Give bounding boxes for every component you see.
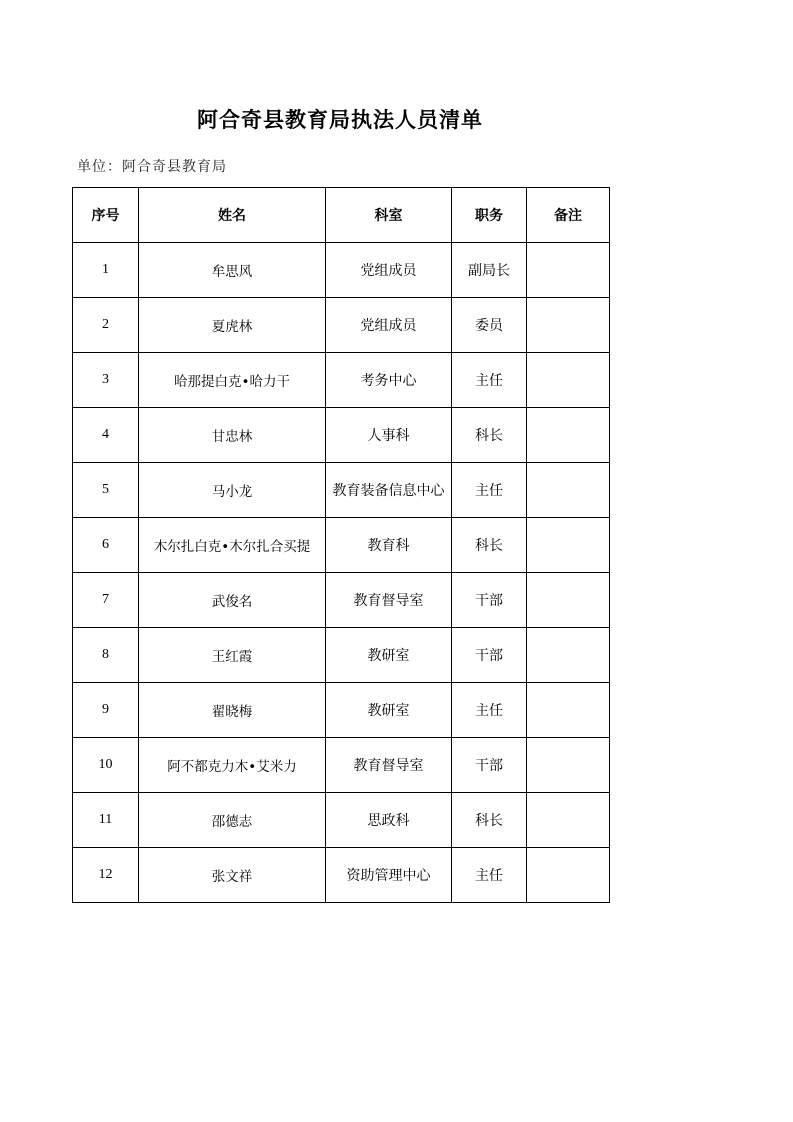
- table-row: [73, 463, 610, 518]
- cell-name: 张文祥: [139, 848, 326, 903]
- table-header-row: [73, 188, 610, 243]
- document-title: 阿合奇县教育局执法人员清单: [197, 107, 483, 132]
- cell-seq: 4: [73, 408, 139, 463]
- cell-name: 牟思风: [139, 243, 326, 298]
- cell-note: [527, 573, 610, 628]
- table-body: [73, 243, 610, 903]
- cell-seq: 8: [73, 628, 139, 683]
- cell-name: 王红霞: [139, 628, 326, 683]
- cell-seq: 2: [73, 298, 139, 353]
- cell-note: [527, 793, 610, 848]
- cell-note: [527, 518, 610, 573]
- cell-note: [527, 628, 610, 683]
- cell-name: 翟晓梅: [139, 683, 326, 738]
- cell-dept: 党组成员: [326, 243, 452, 298]
- cell-name: 马小龙: [139, 463, 326, 518]
- cell-note: [527, 243, 610, 298]
- cell-note: [527, 298, 610, 353]
- cell-position: 主任: [452, 463, 527, 518]
- cell-dept: 考务中心: [326, 353, 452, 408]
- cell-name: 木尔扎白克•木尔扎合买提: [139, 518, 326, 573]
- cell-position: 干部: [452, 628, 527, 683]
- cell-dept: 教育装备信息中心: [326, 463, 452, 518]
- cell-position: 委员: [452, 298, 527, 353]
- cell-position: 干部: [452, 738, 527, 793]
- header-note: 备注: [527, 188, 610, 243]
- table-row: [73, 848, 610, 903]
- cell-name: 甘忠林: [139, 408, 326, 463]
- cell-note: [527, 353, 610, 408]
- table-row: [73, 353, 610, 408]
- cell-position: 科长: [452, 408, 527, 463]
- table-row: [73, 573, 610, 628]
- cell-seq: 12: [73, 848, 139, 903]
- cell-dept: 党组成员: [326, 298, 452, 353]
- table-row: [73, 683, 610, 738]
- cell-dept: 教育督导室: [326, 738, 452, 793]
- cell-seq: 3: [73, 353, 139, 408]
- cell-dept: 资助管理中心: [326, 848, 452, 903]
- header-dept: 科室: [326, 188, 452, 243]
- cell-seq: 11: [73, 793, 139, 848]
- cell-dept: 教育督导室: [326, 573, 452, 628]
- cell-note: [527, 683, 610, 738]
- cell-position: 科长: [452, 518, 527, 573]
- table-row: [73, 628, 610, 683]
- cell-seq: 5: [73, 463, 139, 518]
- personnel-table: [72, 187, 610, 903]
- cell-position: 副局长: [452, 243, 527, 298]
- header-seq: 序号: [73, 188, 139, 243]
- table-row: [73, 738, 610, 793]
- cell-position: 科长: [452, 793, 527, 848]
- cell-seq: 10: [73, 738, 139, 793]
- cell-position: 干部: [452, 573, 527, 628]
- header-position: 职务: [452, 188, 527, 243]
- unit-label: 单位：阿合奇县教育局: [77, 159, 227, 175]
- cell-name: 夏虎林: [139, 298, 326, 353]
- cell-name: 哈那提白克•哈力干: [139, 353, 326, 408]
- cell-position: 主任: [452, 848, 527, 903]
- cell-note: [527, 738, 610, 793]
- cell-dept: 人事科: [326, 408, 452, 463]
- cell-position: 主任: [452, 683, 527, 738]
- table-row: [73, 793, 610, 848]
- cell-note: [527, 848, 610, 903]
- table-row: [73, 408, 610, 463]
- cell-seq: 6: [73, 518, 139, 573]
- header-name: 姓名: [139, 188, 326, 243]
- cell-name: 武俊名: [139, 573, 326, 628]
- table-row: [73, 298, 610, 353]
- cell-name: 邵德志: [139, 793, 326, 848]
- cell-note: [527, 408, 610, 463]
- cell-dept: 教研室: [326, 628, 452, 683]
- cell-seq: 7: [73, 573, 139, 628]
- cell-name: 阿不都克力木•艾米力: [139, 738, 326, 793]
- cell-dept: 教研室: [326, 683, 452, 738]
- cell-seq: 9: [73, 683, 139, 738]
- cell-position: 主任: [452, 353, 527, 408]
- cell-note: [527, 463, 610, 518]
- table-row: [73, 243, 610, 298]
- cell-dept: 教育科: [326, 518, 452, 573]
- cell-dept: 思政科: [326, 793, 452, 848]
- cell-seq: 1: [73, 243, 139, 298]
- table-row: [73, 518, 610, 573]
